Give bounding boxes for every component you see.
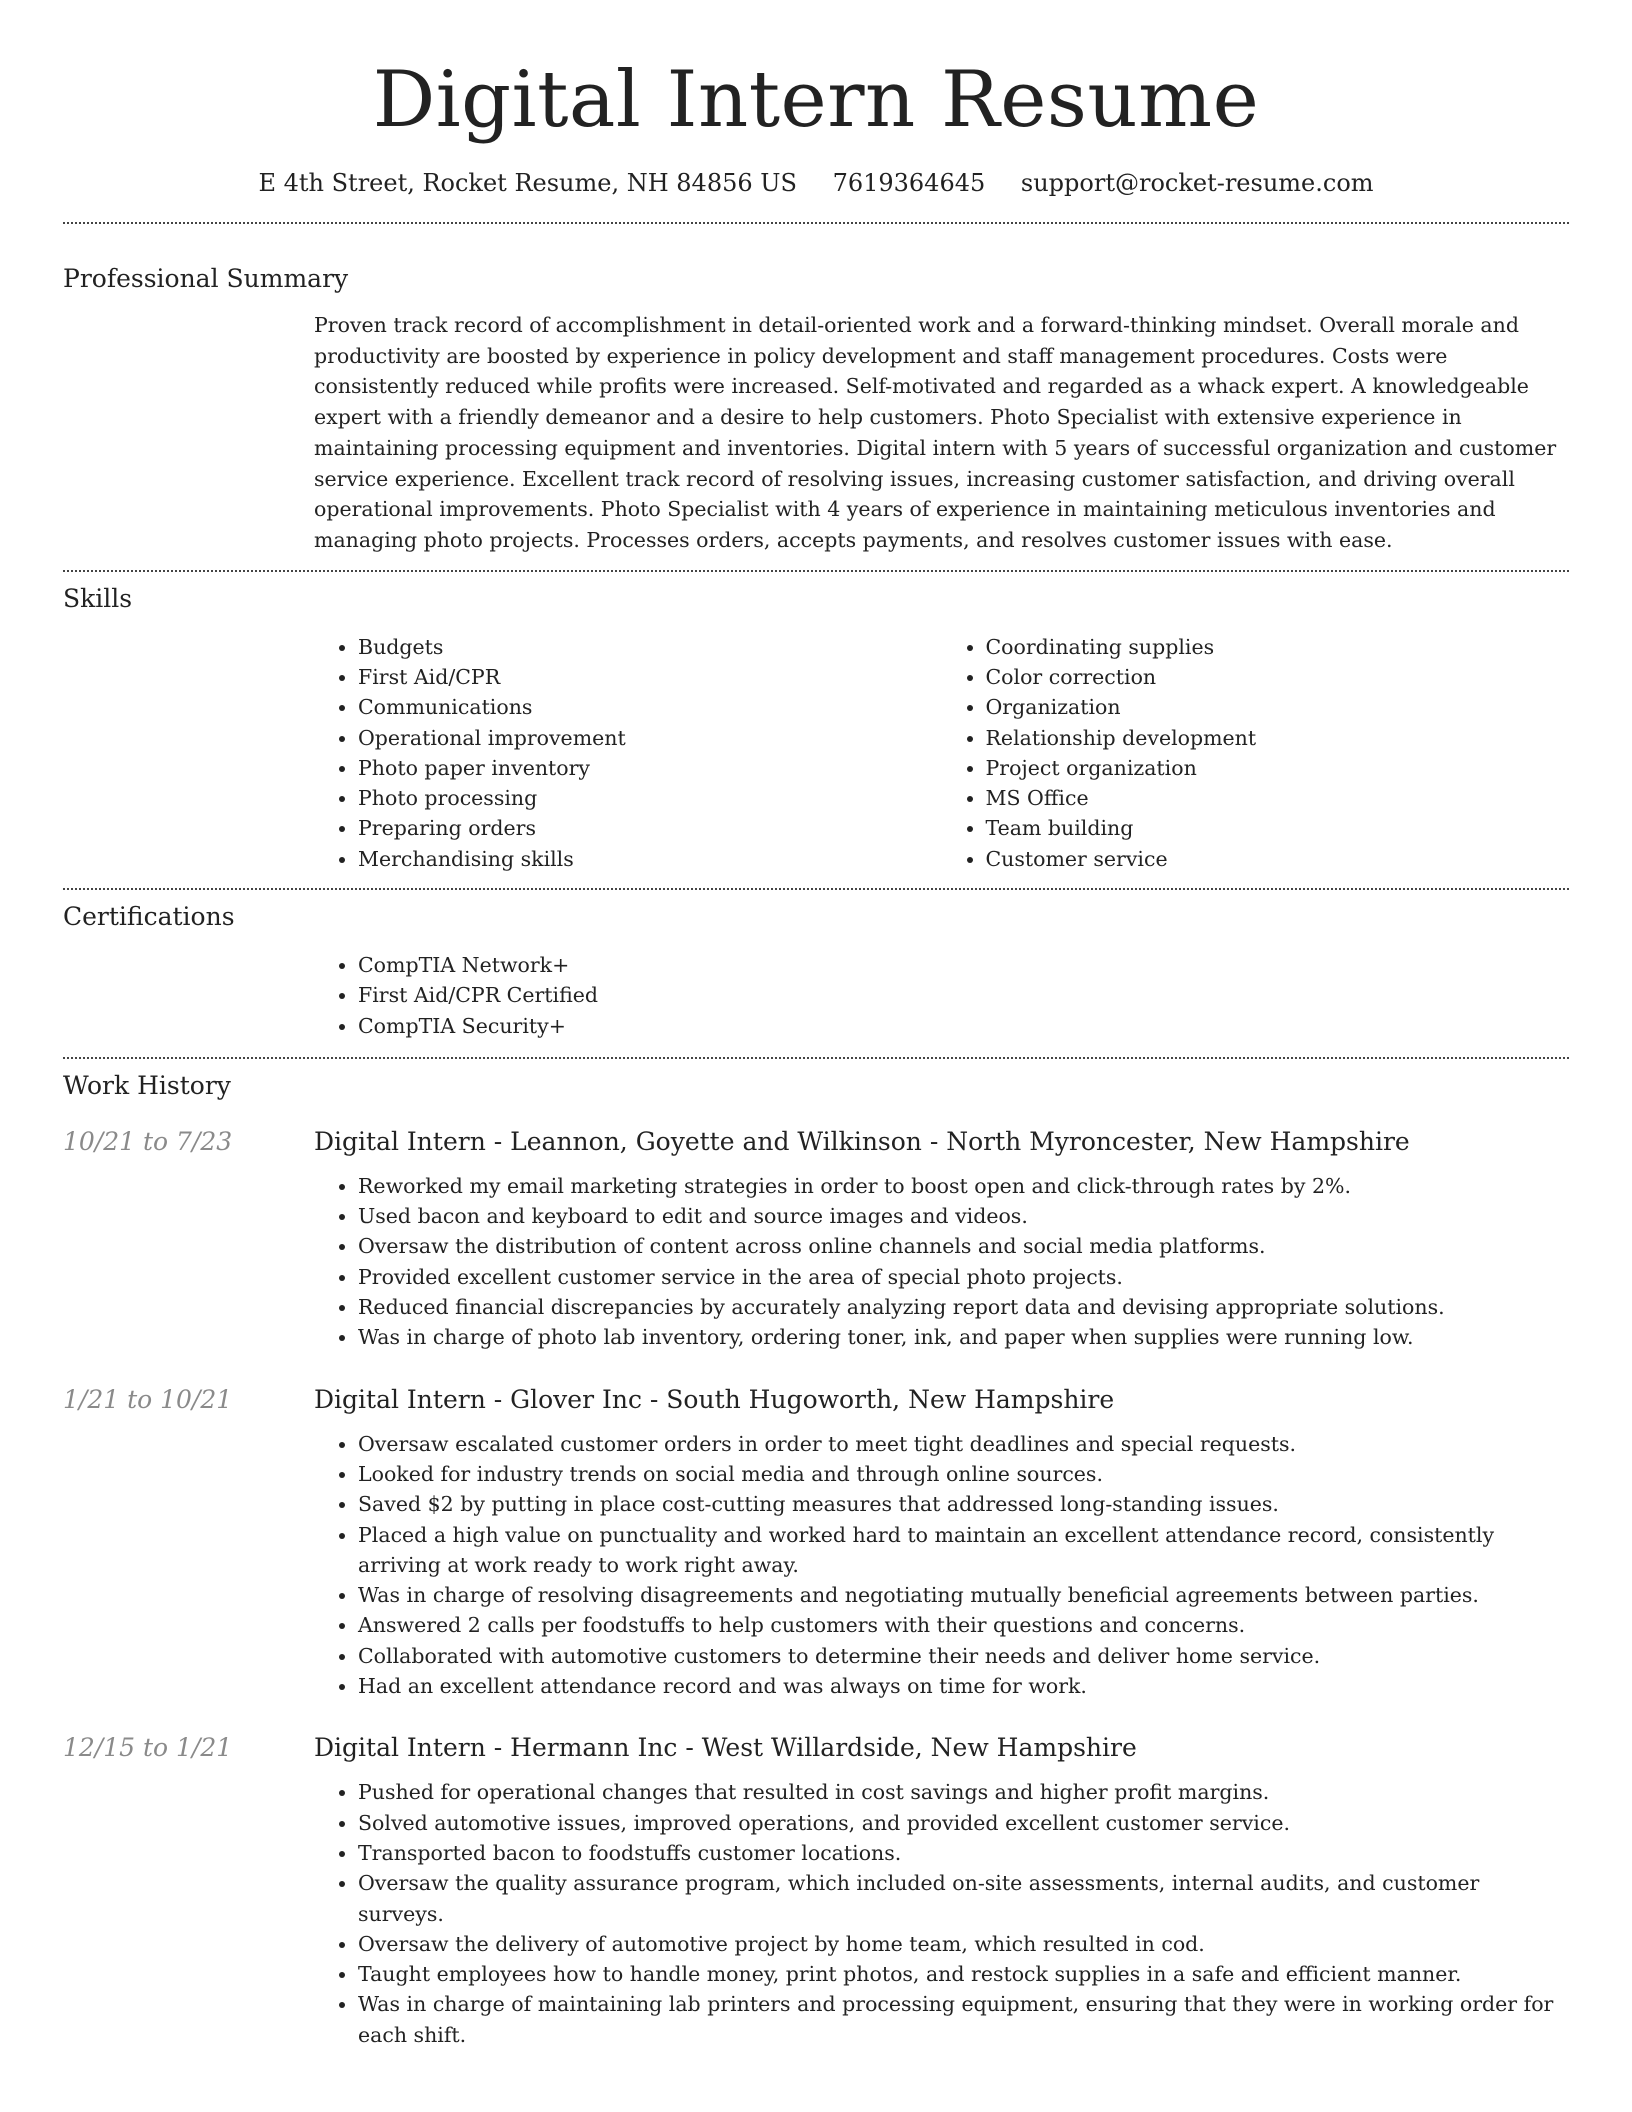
job-dates: 10/21 to 7/23 [63,1126,233,1156]
contact-email[interactable]: support@rocket-resume.com [1020,169,1374,197]
list-item: • Was in charge of photo lab inventory, ordering toner, ink, and paper when supplies were running low. [358,1322,1569,1352]
list-item: • Used bacon and keyboard to edit and source images and videos. [358,1201,1569,1231]
list-item: • Photo paper inventory [358,753,942,783]
job-bullets [314,1171,1569,1353]
list-item: • Collaborated with automotive customers to determine their needs and deliver home service. [358,1641,1569,1671]
divider [63,570,1569,572]
list-item: • First Aid/CPR [358,662,942,692]
job-bullets [314,1777,1569,2050]
skills-column-left [314,632,942,874]
divider [63,1057,1569,1059]
list-item: • Solved automotive issues, improved operations, and provided excellent customer service. [358,1808,1569,1838]
section-title-skills: Skills [63,583,133,613]
skills-column-right [942,632,1570,874]
job-dates: 1/21 to 10/21 [63,1384,233,1414]
list-item: • Team building [986,813,1570,843]
list-item: • Oversaw the delivery of automotive project by home team, which resulted in cod. [358,1929,1569,1959]
list-item: • Oversaw the quality assurance program, which included on-site assessments, internal audits, and customer surveys. [358,1868,1569,1929]
list-item: • MS Office [986,783,1570,813]
list-item: • Pushed for operational changes that resulted in cost savings and higher profit margins. [358,1777,1569,1807]
list-item: • Oversaw escalated customer orders in order to meet tight deadlines and special requests. [358,1429,1569,1459]
job-dates: 12/15 to 1/21 [63,1733,233,1763]
list-item: • Provided excellent customer service in the area of special photo projects. [358,1262,1569,1292]
job-entry [0,1383,1632,1702]
list-item: • Project organization [986,753,1570,783]
contact-phone: 7619364645 [832,169,986,197]
list-item: • First Aid/CPR Certified [358,980,1569,1010]
list-item: • Was in charge of maintaining lab printers and processing equipment, ensuring that they were in working order for each shift. [358,1989,1569,2050]
list-item: • CompTIA Security+ [358,1011,1569,1041]
list-item: • Saved $2 by putting in place cost-cutting measures that addressed long-standing issues. [358,1489,1569,1519]
list-item: • Reworked my email marketing strategies in order to boost open and click-through rates by 2%. [358,1171,1569,1201]
list-item: • Photo processing [358,783,942,813]
list-item: • Relationship development [986,723,1570,753]
list-item: • Had an excellent attendance record and was always on time for work. [358,1671,1569,1701]
job-entry [0,1731,1632,2050]
list-item: • Answered 2 calls per foodstuffs to help customers with their questions and concerns. [358,1610,1569,1640]
resume-title: Digital Intern Resume [372,55,1260,145]
certifications-list [314,950,1569,1041]
skills-list [314,632,1569,874]
list-item: • CompTIA Network+ [358,950,1569,980]
list-item: • Transported bacon to foodstuffs customer locations. [358,1838,1569,1868]
list-item: • Merchandising skills [358,844,942,874]
list-item: • Organization [986,692,1570,722]
section-title-certifications: Certifications [63,902,235,931]
list-item: • Was in charge of resolving disagreements and negotiating mutually beneficial agreements between parties. [358,1580,1569,1610]
divider [63,888,1569,890]
certifications-bullets [314,950,1569,1041]
list-item: • Oversaw the distribution of content across online channels and social media platforms. [358,1231,1569,1261]
list-item: • Looked for industry trends on social media and through online sources. [358,1459,1569,1489]
contact-address: E 4th Street, Rocket Resume, NH 84856 US [258,169,797,197]
summary-text: Proven track record of accomplishment in detail-oriented work and a forward-thinking mindset. Overall morale and productivity are boosted by experience in policy development and staff management procedures. Costs were consistently reduced while profits were increased. Self-motivated and regarded as a whack expert. A knowledgeable expert with a friendly demeanor and a desire to help customers. Photo Specialist with extensive experience in maintaining processing equipment and inventories. Digital intern with 5 years of successful organization and customer service experience. Excellent track record of resolving issues, increasing customer satisfaction, and driving overall operational improvements. Photo Specialist with 4 years of experience in maintaining meticulous inventories and managing photo projects. Processes orders, accepts payments, and resolves customer issues with ease. [314,313,1557,552]
list-item: • Budgets [358,632,942,662]
list-item: • Placed a high value on punctuality and worked hard to maintain an excellent attendance record, consistently arriving at work ready to work right away. [358,1520,1569,1581]
job-entry [0,1125,1632,1353]
list-item: • Reduced financial discrepancies by accurately analyzing report data and devising appropriate solutions. [358,1292,1569,1322]
list-item: • Communications [358,692,942,722]
section-title-work-history: Work History [63,1070,231,1100]
list-item: • Operational improvement [358,723,942,753]
list-item: • Color correction [986,662,1570,692]
job-title: Digital Intern - Leannon, Goyette and Wilkinson - North Myroncester, New Hampshire [314,1126,1410,1156]
divider [63,222,1569,224]
list-item: • Coordinating supplies [986,632,1570,662]
job-title: Digital Intern - Glover Inc - South Hugoworth, New Hampshire [314,1384,1115,1414]
list-item: • Customer service [986,844,1570,874]
section-title-summary: Professional Summary [63,264,349,293]
list-item: • Preparing orders [358,813,942,843]
contact-line [0,166,1632,200]
job-title: Digital Intern - Hermann Inc - West Willardside, New Hampshire [314,1733,1137,1763]
job-bullets [314,1429,1569,1702]
list-item: • Taught employees how to handle money, print photos, and restock supplies in a safe and efficient manner. [358,1959,1569,1989]
